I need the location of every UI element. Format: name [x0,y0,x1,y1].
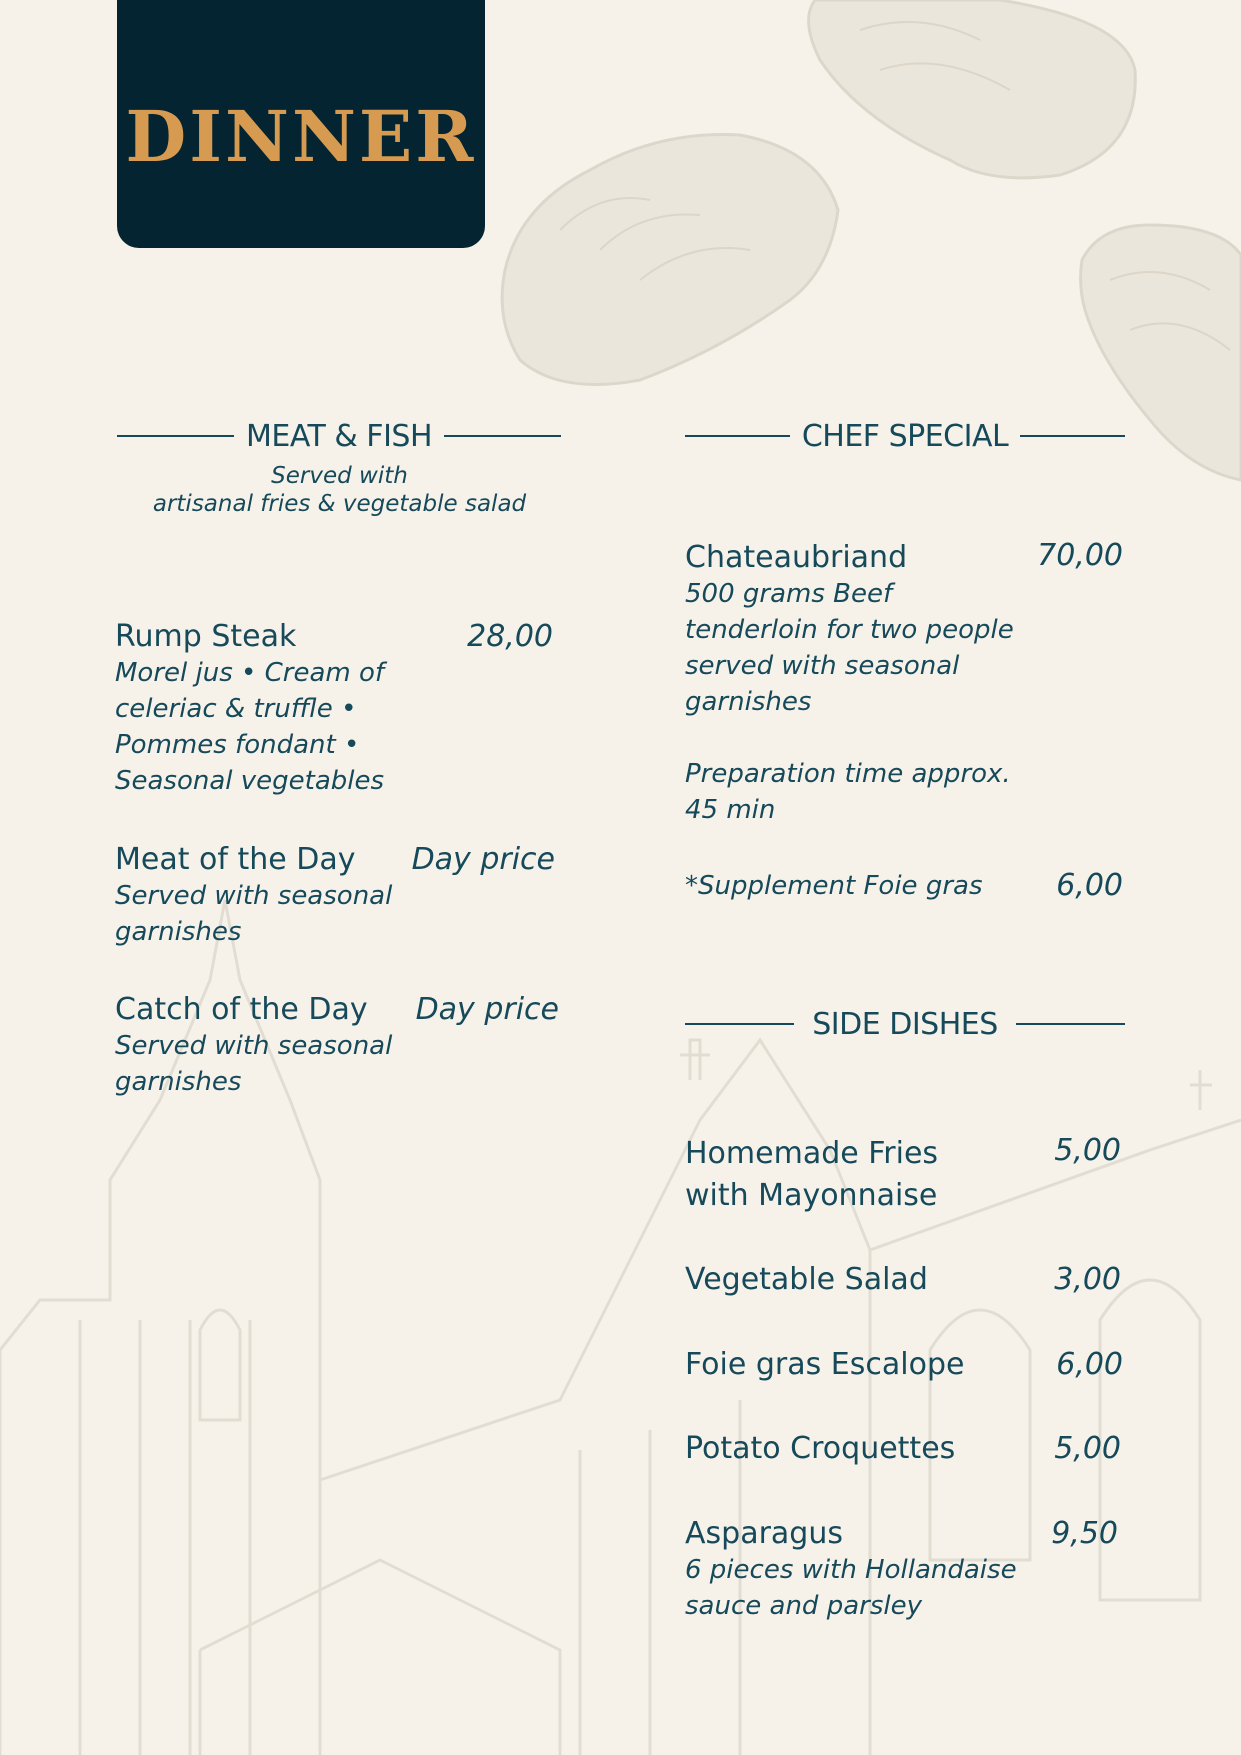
side-item-asparagus [685,1516,1118,1624]
description-line: Served with seasonal [115,881,393,911]
heading-rule-right [444,435,561,437]
menu-item-rump-steak [115,619,555,799]
menu-title: DINNER [125,94,477,178]
item-price: 28,00 [467,619,553,654]
meat-fish-heading-label: MEAT & FISH [245,418,433,454]
heading-rule-left [117,435,234,437]
side-item-potato-croquettes [685,1431,1121,1467]
supplement-name: *Supplement Foie gras [685,871,983,901]
side-dishes-heading-label: SIDE DISHES [812,1006,998,1042]
meat-fish-heading [117,416,561,456]
item-price: Day price [415,992,559,1027]
chef-special-heading-label: CHEF SPECIAL [801,418,1009,454]
preparation-line: Preparation time approx. [685,759,1011,789]
description-line: garnishes [115,1067,242,1097]
description-line: Pommes fondant • [115,730,360,760]
description-line: Morel jus • Cream of [115,658,385,688]
menu-item-chateaubriand [685,540,1123,828]
item-name: Catch of the Day [115,992,368,1027]
description-line: celeriac & truffle • [115,694,357,724]
item-name: Potato Croquettes [685,1431,956,1466]
side-dishes-heading [685,1004,1125,1044]
item-description [115,655,555,799]
description-line: tenderloin for two people [685,615,1014,645]
item-name: Rump Steak [115,619,297,654]
item-price: 9,50 [1051,1516,1118,1551]
item-price: 70,00 [1037,538,1123,573]
description-line: served with seasonal [685,651,960,681]
description-line: 500 grams Beef [685,579,893,609]
description-line: sauce and parsley [685,1591,922,1621]
item-name: Meat of the Day [115,842,356,877]
item-description [115,1028,559,1100]
item-price: 3,00 [1054,1262,1121,1297]
description-line: garnishes [685,687,812,717]
meat-fish-subtitle [117,462,562,518]
description-line: Seasonal vegetables [115,766,385,796]
heading-rule-left [685,435,790,437]
description-line: 6 pieces with Hollandaise [685,1555,1017,1585]
menu-title-box [117,0,485,248]
item-name-line: Homemade Fries [685,1136,939,1171]
preparation-line: 45 min [685,795,776,825]
item-name: Chateaubriand [685,540,908,575]
item-name-line: with Mayonnaise [685,1178,938,1213]
menu-item-catch-of-the-day [115,992,559,1100]
menu-item-meat-of-the-day [115,842,555,950]
bread-illustration [502,0,1241,480]
heading-rule-right [1020,435,1125,437]
item-name: Vegetable Salad [685,1262,928,1297]
side-item-foie-gras-escalope [685,1347,1123,1383]
preparation-time [685,756,1123,828]
heading-rule-left [685,1023,794,1025]
item-price: Day price [411,842,555,877]
side-item-homemade-fries [685,1133,1121,1217]
side-item-vegetable-salad [685,1262,1121,1298]
description-line: Served with seasonal [115,1031,393,1061]
item-description [685,576,1123,720]
item-name: Foie gras Escalope [685,1347,965,1382]
item-description [685,1552,1118,1624]
supplement-price: 6,00 [1056,868,1123,903]
heading-rule-right [1016,1023,1125,1025]
supplement-foie-gras [685,868,1123,904]
chef-special-heading [685,416,1125,456]
item-description [115,878,555,950]
item-price: 5,00 [1054,1431,1121,1466]
description-line: garnishes [115,917,242,947]
subtitle-line: artisanal fries & vegetable salad [152,491,527,517]
item-name: Asparagus [685,1516,843,1551]
item-price: 6,00 [1056,1347,1123,1382]
subtitle-line: Served with [271,463,408,489]
item-price: 5,00 [1054,1133,1121,1168]
